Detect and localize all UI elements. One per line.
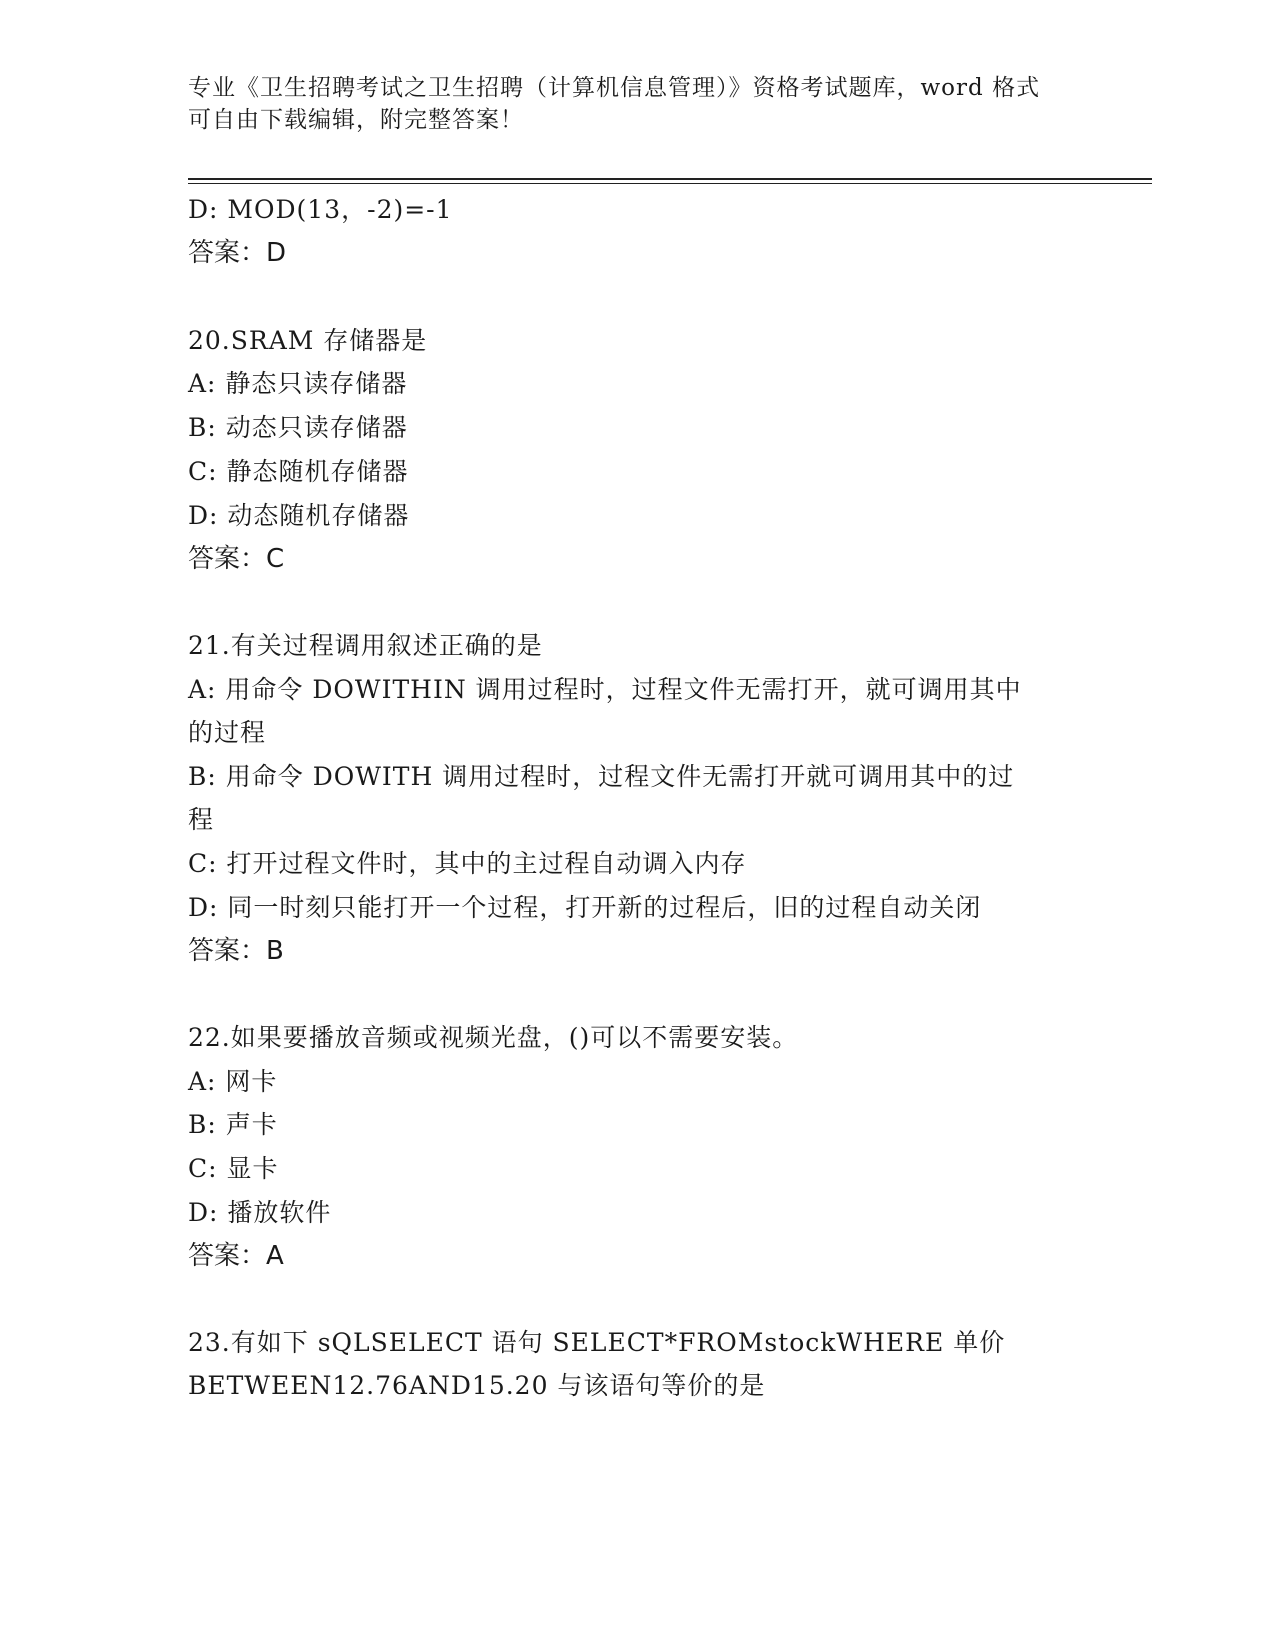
option-a: A: 网卡 [188,1067,278,1096]
option-a: A: 静态只读存储器 [188,369,408,398]
option-d: D: 同一时刻只能打开一个过程，打开新的过程后，旧的过程自动关闭 [188,893,982,922]
option-d: D: 动态随机存储器 [188,501,410,530]
header-divider-thick [188,178,1152,180]
question-stem: 20.SRAM 存储器是 [188,326,428,355]
header-line-2: 可自由下载编辑，附完整答案！ [188,107,524,133]
option-a-line-1: A: 用命令 DOWITHIN 调用过程时，过程文件无需打开，就可调用其中 [188,675,1022,704]
question-stem-line-2: BETWEEN12.76AND15.20 与该语句等价的是 [188,1371,766,1400]
option-c: C: 打开过程文件时，其中的主过程自动调入内存 [188,849,747,878]
option-b-line-1: B: 用命令 DOWITH 调用过程时，过程文件无需打开就可调用其中的过 [188,762,1015,791]
option-c: C: 静态随机存储器 [188,457,409,486]
answer: 答案：C [188,544,285,574]
option-c: C: 显卡 [188,1154,279,1183]
option-b: B: 动态只读存储器 [188,413,408,442]
option-b: B: 声卡 [188,1110,278,1139]
option-b-line-2: 程 [188,805,215,834]
question-stem-line-1: 23.有如下 sQLSELECT 语句 SELECT*FROMstockWHERE 单价 [188,1328,1006,1357]
question-stem: 22.如果要播放音频或视频光盘，()可以不需要安装。 [188,1023,799,1052]
document-header [188,72,1068,136]
prev-answer: 答案：D [188,238,287,268]
answer: 答案：B [188,936,284,966]
answer: 答案：A [188,1241,284,1271]
header-divider-thin [188,183,1152,184]
header-line-1: 专业《卫生招聘考试之卫生招聘（计算机信息管理）》资格考试题库，word 格式 [188,75,1041,101]
option-a-line-2: 的过程 [188,718,267,747]
question-stem: 21.有关过程调用叙述正确的是 [188,631,543,660]
option-d: D: 播放软件 [188,1198,332,1227]
prev-option-d: D: MOD(13，-2)=-1 [188,195,453,224]
